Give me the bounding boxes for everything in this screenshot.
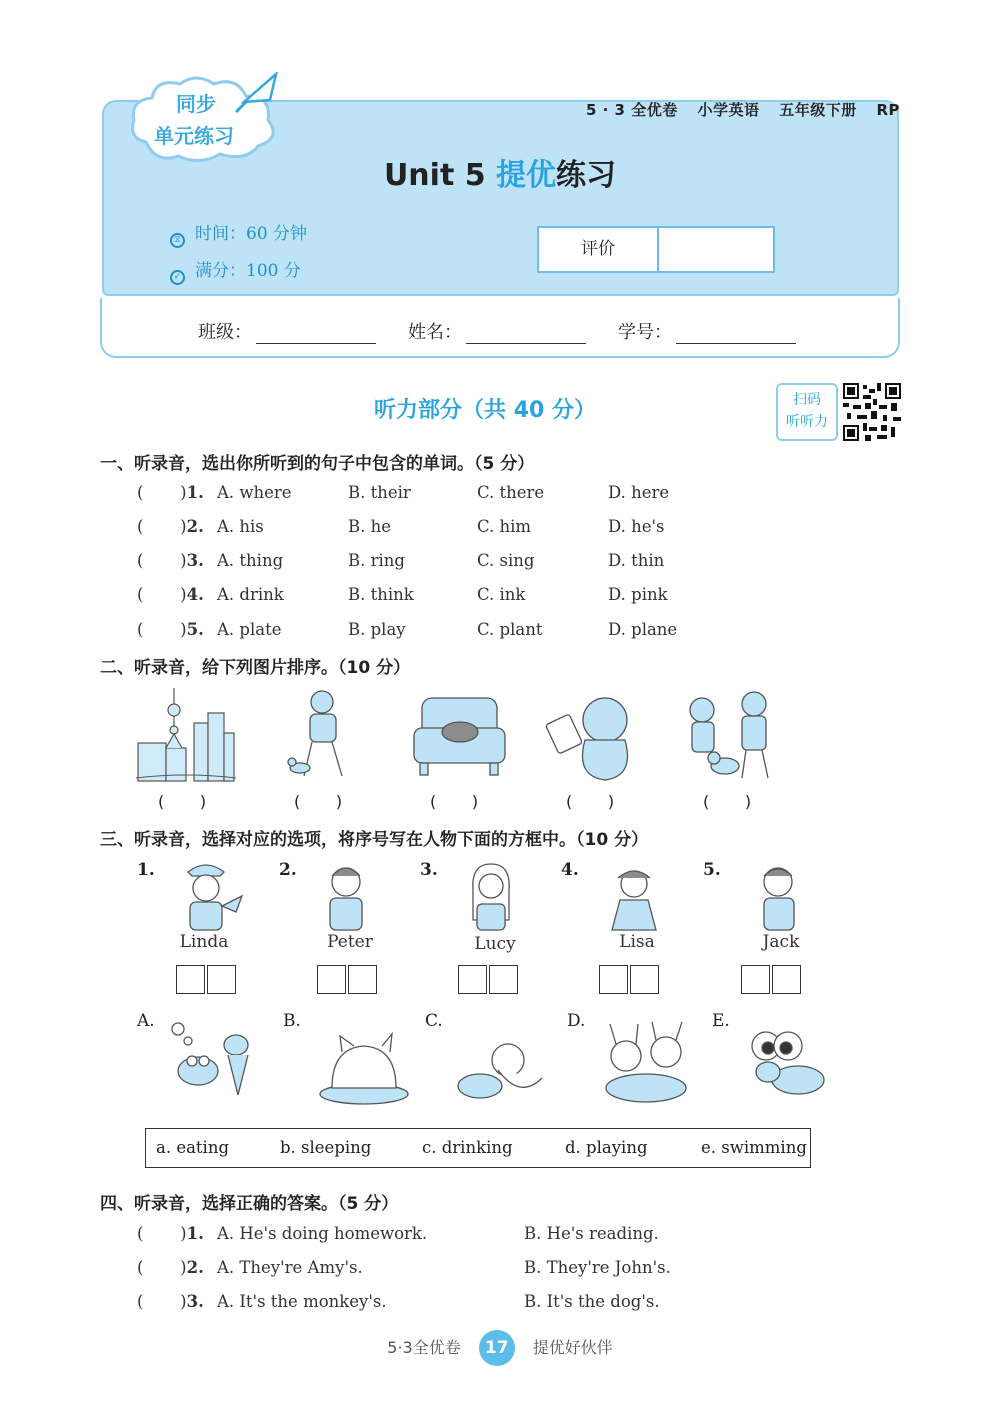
- time-label: 时间：60 分钟: [195, 224, 308, 244]
- answer-blank[interactable]: ( )5.: [137, 620, 204, 639]
- answer-box[interactable]: [630, 965, 659, 994]
- fish-picture: [168, 1015, 263, 1110]
- option-c[interactable]: C. him: [477, 517, 532, 536]
- person-name: Linda: [179, 932, 229, 952]
- word-option: c. drinking: [422, 1138, 513, 1157]
- name-field[interactable]: [408, 318, 586, 344]
- answer-blank[interactable]: ( )2.: [137, 1258, 204, 1277]
- picture-order-blank[interactable]: ( ): [703, 792, 752, 811]
- check-icon: ✓: [170, 270, 185, 285]
- animal-label: C.: [425, 1011, 443, 1031]
- person-number: 2.: [279, 860, 297, 880]
- option-a[interactable]: A. thing: [217, 551, 284, 570]
- name-blank[interactable]: [466, 321, 586, 344]
- jack-picture: [740, 860, 810, 932]
- number-label: 学号：: [618, 322, 672, 343]
- meta-series: 5 · 3 全优卷: [585, 101, 678, 119]
- option-c[interactable]: C. plant: [477, 620, 543, 639]
- qr-label-line1: 扫码: [793, 392, 821, 408]
- animal-label: B.: [283, 1011, 301, 1031]
- picture-order-blank[interactable]: ( ): [158, 792, 207, 811]
- person-number: 1.: [137, 860, 155, 880]
- listening-title: 听力部分（共 40 分）: [374, 398, 596, 423]
- answer-box[interactable]: [207, 965, 236, 994]
- name-label: 姓名：: [408, 322, 462, 343]
- picture-order-blank[interactable]: ( ): [566, 792, 615, 811]
- answer-box[interactable]: [348, 965, 377, 994]
- footer-right: 提优好伙伴: [532, 1338, 613, 1357]
- lucy-picture: [455, 860, 525, 932]
- question-number: 2.: [186, 1258, 204, 1277]
- answer-blank[interactable]: ( )3.: [137, 1292, 204, 1311]
- option-d[interactable]: D. plane: [608, 620, 678, 639]
- city-skyline-picture: [136, 688, 236, 783]
- qr-label-line2: 听听力: [786, 414, 828, 430]
- section4-title: 四、听录音，选择正确的答案。（5 分）: [100, 1194, 399, 1214]
- lisa-picture: [598, 860, 668, 932]
- person-name: Jack: [762, 932, 800, 952]
- title-prefix: Unit 5: [383, 158, 497, 193]
- exam-info: [170, 216, 307, 290]
- animal-label: D.: [567, 1011, 586, 1031]
- page-number: 17: [479, 1330, 515, 1366]
- question-number: 5.: [186, 620, 204, 639]
- badge-line2: 单元练习: [154, 124, 234, 148]
- person-name: Lucy: [474, 934, 516, 954]
- score-label: 满分：100 分: [195, 261, 301, 281]
- number-blank[interactable]: [676, 321, 796, 344]
- meta-edition: RP: [876, 101, 900, 119]
- playing-rabbits-picture: [596, 1022, 696, 1107]
- page-footer: [0, 1330, 1000, 1366]
- turtle-picture: [740, 1022, 830, 1102]
- question-number: 4.: [186, 585, 204, 604]
- question-row: [137, 517, 737, 541]
- badge-line1: 同步: [176, 92, 216, 116]
- option-a[interactable]: A. They're Amy's.: [217, 1258, 363, 1277]
- question-row: [137, 585, 737, 609]
- answer-blank[interactable]: ( )4.: [137, 585, 204, 604]
- answer-box[interactable]: [599, 965, 628, 994]
- answer-boxes[interactable]: [741, 965, 807, 997]
- option-b[interactable]: B. It's the dog's.: [524, 1292, 660, 1311]
- question-row: [137, 1224, 737, 1248]
- boy-with-cat-picture: [282, 688, 362, 783]
- option-c[interactable]: C. there: [477, 483, 545, 502]
- class-blank[interactable]: [256, 321, 376, 344]
- option-d[interactable]: D. pink: [608, 585, 668, 604]
- option-c[interactable]: C. sing: [477, 551, 535, 570]
- evaluation-box: [537, 226, 775, 273]
- option-a[interactable]: A. plate: [217, 620, 282, 639]
- option-d[interactable]: D. he's: [608, 517, 665, 536]
- qr-label: [776, 383, 838, 441]
- person-name: Lisa: [619, 932, 655, 952]
- question-number: 3.: [186, 551, 204, 570]
- option-c[interactable]: C. ink: [477, 585, 526, 604]
- meta-grade: 五年级下册: [779, 101, 857, 119]
- person-name: Peter: [327, 932, 373, 952]
- section3-title: 三、听录音，选择对应的选项，将序号写在人物下面的方框中。（10 分）: [100, 830, 649, 850]
- word-option: e. swimming: [701, 1138, 807, 1157]
- section2-title: 二、听录音，给下列图片排序。（10 分）: [100, 658, 411, 678]
- book-meta: [572, 99, 900, 120]
- word-option: b. sleeping: [280, 1138, 372, 1157]
- option-d[interactable]: D. here: [608, 483, 670, 502]
- evaluation-label: 评价: [539, 228, 659, 271]
- picture-order-blank[interactable]: ( ): [294, 792, 343, 811]
- meta-subject: 小学英语: [697, 101, 760, 119]
- question-number: 1.: [186, 483, 204, 502]
- answer-blank[interactable]: ( )1.: [137, 483, 204, 502]
- class-field[interactable]: [198, 318, 376, 344]
- option-b[interactable]: B. play: [348, 620, 406, 639]
- option-a[interactable]: A. where: [217, 483, 292, 502]
- answer-box[interactable]: [741, 965, 770, 994]
- answer-box[interactable]: [772, 965, 801, 994]
- option-a[interactable]: A. He's doing homework.: [217, 1224, 428, 1243]
- children-with-dog-picture: [680, 688, 780, 783]
- option-b[interactable]: B. He's reading.: [524, 1224, 659, 1243]
- cat-on-sofa-picture: [412, 688, 507, 783]
- question-row: [137, 620, 737, 644]
- answer-boxes[interactable]: [317, 965, 383, 997]
- animal-label: E.: [712, 1011, 730, 1031]
- answer-boxes[interactable]: [458, 965, 524, 997]
- question-number: 3.: [186, 1292, 204, 1311]
- answer-box[interactable]: [176, 965, 205, 994]
- option-d[interactable]: D. thin: [608, 551, 665, 570]
- option-a[interactable]: A. drink: [217, 585, 284, 604]
- answer-box[interactable]: [489, 965, 518, 994]
- answer-boxes[interactable]: [176, 965, 242, 997]
- option-a[interactable]: A. his: [217, 517, 264, 536]
- question-row: [137, 1292, 737, 1316]
- word-options-box: [145, 1128, 811, 1168]
- question-row: [137, 483, 737, 507]
- question-row: [137, 551, 737, 575]
- qr-code-icon[interactable]: [843, 383, 901, 441]
- option-b[interactable]: B. think: [348, 585, 414, 604]
- option-b[interactable]: B. ring: [348, 551, 405, 570]
- drinking-dog-picture: [450, 1030, 550, 1105]
- section1-title: 一、听录音，选出你所听到的句子中包含的单词。（5 分）: [100, 454, 535, 474]
- title-highlight: 提优: [496, 158, 557, 193]
- sleeping-cat-picture: [312, 1030, 412, 1110]
- title-suffix: 练习: [556, 158, 617, 193]
- option-a[interactable]: A. It's the monkey's.: [217, 1292, 387, 1311]
- person-number: 3.: [420, 860, 438, 880]
- peter-picture: [310, 860, 380, 932]
- answer-blank[interactable]: ( )3.: [137, 551, 204, 570]
- linda-picture: [166, 860, 246, 932]
- word-option: a. eating: [156, 1138, 230, 1157]
- clock-icon: ⧖: [170, 233, 185, 248]
- person-number: 4.: [561, 860, 579, 880]
- number-field[interactable]: [618, 318, 796, 344]
- answer-blank[interactable]: ( )1.: [137, 1224, 204, 1243]
- footer-left: 5·3全优卷: [387, 1338, 461, 1357]
- option-b[interactable]: B. he: [348, 517, 392, 536]
- option-b[interactable]: B. their: [348, 483, 411, 502]
- question-number: 1.: [186, 1224, 204, 1243]
- picture-order-blank[interactable]: ( ): [430, 792, 479, 811]
- question-number: 2.: [186, 517, 204, 536]
- answer-boxes[interactable]: [599, 965, 665, 997]
- question-row: [137, 1258, 737, 1282]
- animal-label: A.: [137, 1011, 155, 1031]
- class-label: 班级：: [198, 322, 252, 343]
- option-b[interactable]: B. They're John's.: [524, 1258, 671, 1277]
- answer-box[interactable]: [317, 965, 346, 994]
- word-option: d. playing: [565, 1138, 648, 1157]
- dog-drinking-picture: [545, 688, 645, 783]
- answer-blank[interactable]: ( )2.: [137, 517, 204, 536]
- answer-box[interactable]: [458, 965, 487, 994]
- person-number: 5.: [703, 860, 721, 880]
- page-title: [0, 150, 1000, 194]
